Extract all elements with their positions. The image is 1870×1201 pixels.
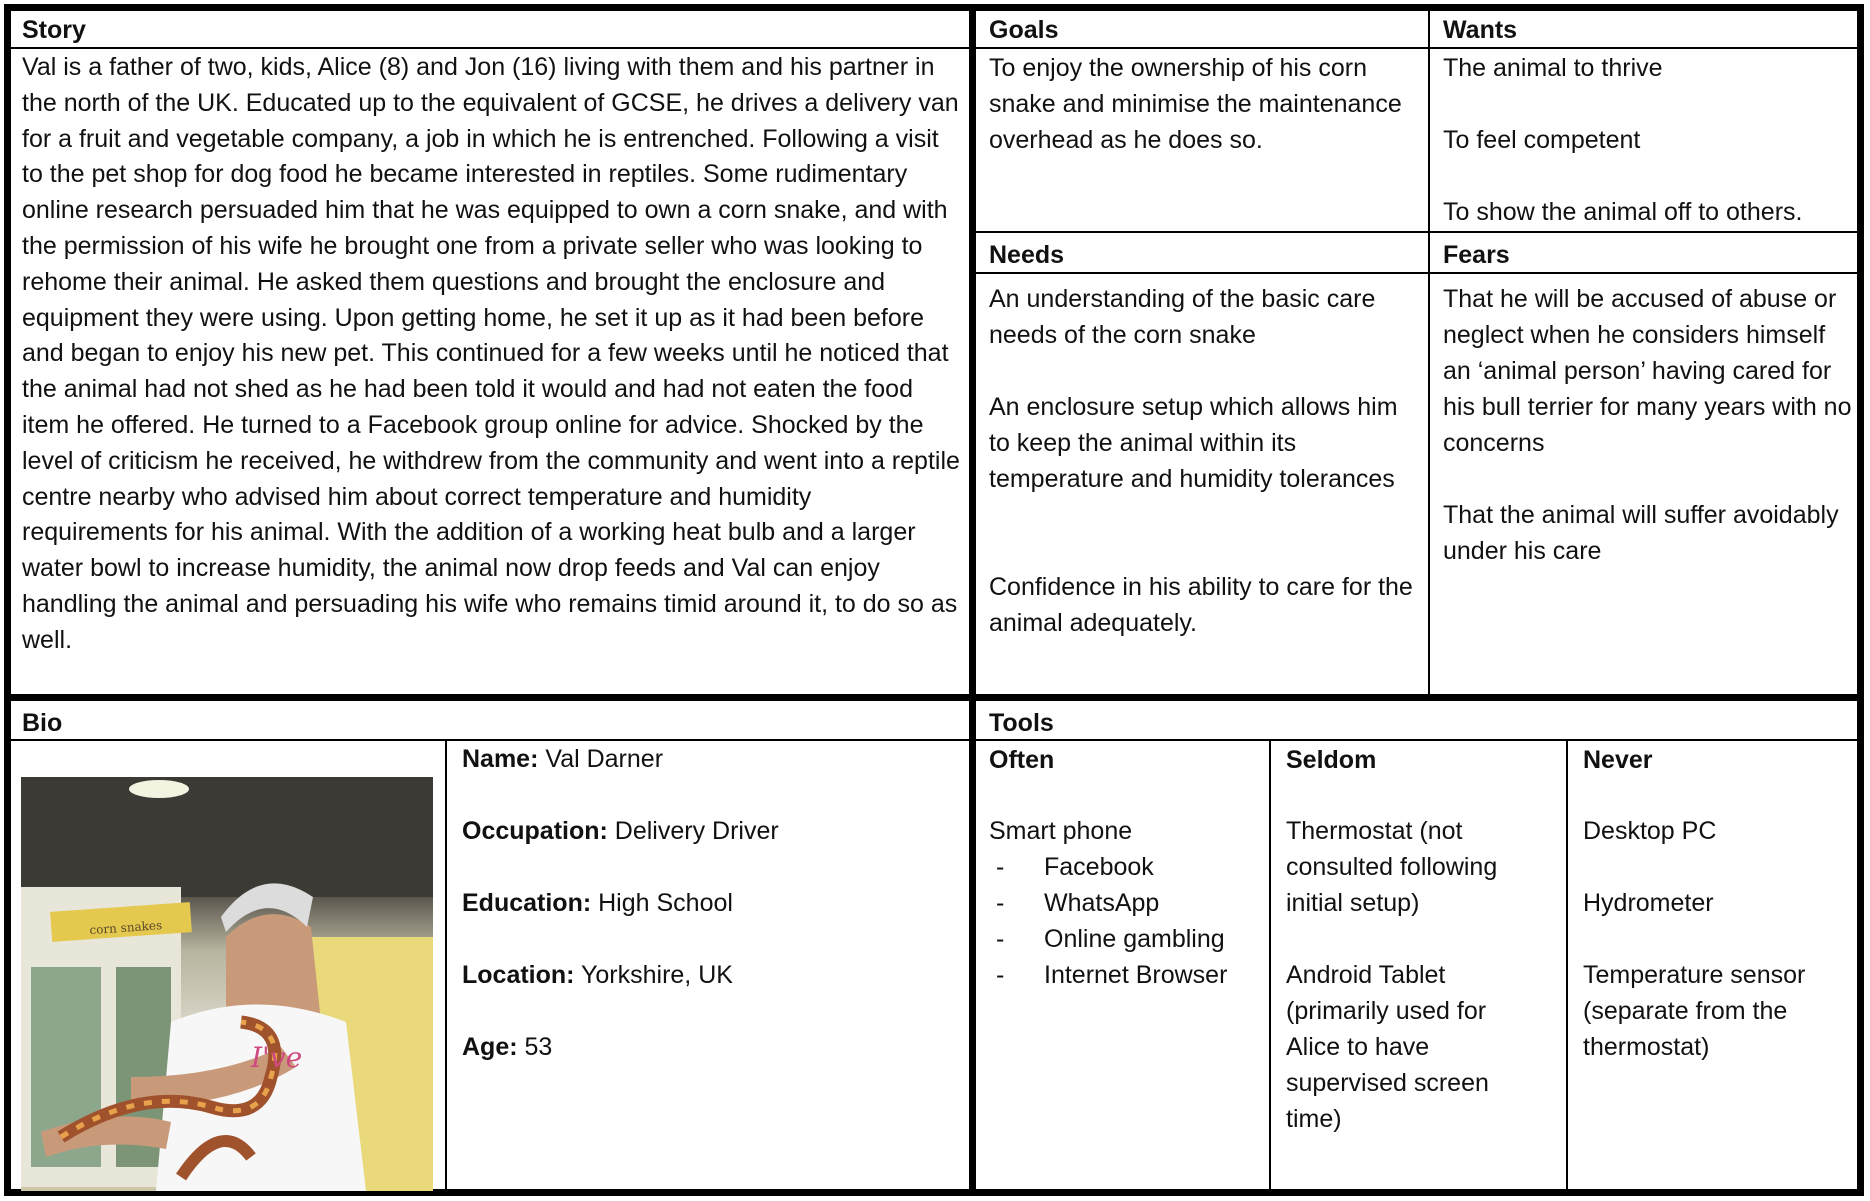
persona-photo-illustration [21,777,433,1191]
bio-name-value: Val Darner [545,745,664,773]
bio-education-value: High School [598,889,733,917]
list-dash: - [996,853,1005,881]
tools-often-sub: WhatsApp [1044,889,1160,917]
bio-heading: Bio [22,709,63,737]
tools-seldom-heading: Seldom [1286,746,1377,774]
bio-age-value: 53 [524,1033,553,1061]
story-text: Val is a father of two, kids, Alice (8) and Jon (16) living with them and his partner in the north of the UK. Educated up to the equivalent of GCSE, he drives a delivery van for a fruit and vegetable company, a job in which he is entrenched. Following a visit to the pet shop for dog food he became interested in reptiles. Some rudimentary online research persuaded him that he was equipped to own a corn snake, and with the permission of his wife he brought one from a private seller who was looking to rehome their animal. He asked them questions and brought the enclosure and equipment they were using. Upon getting home, he set it up as it had been before and began to enjoy his new pet. This continued for a few weeks until he noticed that the animal had not shed as he had been told it would and had not eaten the food item he offered. He turned to a Facebook group online for advice. Shocked by the level of criticism he received, he withdrew from the community and went into a reptile centre nearby who advised him about correct temperature and humidity requirements for his animal. With the addition of a working heat bulb and a larger water bowl to increase humidity, the animal now drop feeds and Val can enjoy handling the animal and persuading his wife who remains timid around it, to do so as well. [22,53,960,654]
bio-age-label: Age: [462,1033,518,1061]
tools-seldom-item: Android Tablet (primarily used for Alice to have supervised screen time) [1286,961,1489,1133]
tools-often-sub: Facebook [1044,853,1154,881]
seldom-never-divider [1566,739,1568,1189]
bio-occupation [462,813,779,849]
goals-wants-divider [1428,11,1430,694]
bio-occupation-label: Occupation: [462,817,608,845]
fears-item: That he will be accused of abuse or neglect when he considers himself an ‘animal person’ having cared for his bull terrier for many years with no concerns [1443,285,1852,457]
wants-item: To feel competent [1443,126,1641,154]
photo-shirt-text: I've [251,1041,303,1074]
tools-seldom-item: Thermostat (not consulted following initial setup) [1286,817,1498,917]
persona-photo [21,777,433,1191]
wants-heading: Wants [1443,16,1518,44]
goals-heading: Goals [989,16,1059,44]
tools-heading: Tools [989,709,1054,737]
needs-heading: Needs [989,241,1065,269]
photo-sign-text: corn snakes [89,918,163,938]
list-dash: - [996,889,1005,917]
tools-often-sub: Online gambling [1044,925,1225,953]
often-seldom-divider [1269,739,1271,1189]
bio-photo-divider [445,739,447,1189]
bio-location-label: Location: [462,961,575,989]
list-dash: - [996,961,1005,989]
tools-never-item: Temperature sensor (separate from the thermostat) [1583,961,1806,1061]
bio-name [462,741,663,777]
list-dash: - [996,925,1005,953]
story-header-rule [11,47,969,49]
tools-often-main: Smart phone [989,817,1133,845]
needs-item: Confidence in his ability to care for the animal adequately. [989,573,1413,637]
fears-item: That the animal will suffer avoidably under his care [1443,501,1839,565]
needs-top-rule [976,231,1857,233]
bio-education [462,885,733,921]
wants-item: To show the animal off to others. [1443,198,1803,226]
bio-name-label: Name: [462,745,539,773]
needs-item: An enclosure setup which allows him to keep the animal within its temperature and humidity tolerances [989,393,1398,493]
tools-never-item: Hydrometer [1583,889,1714,917]
tools-often-sub: Internet Browser [1044,961,1228,989]
tools-never-heading: Never [1583,746,1653,774]
goals-text: To enjoy the ownership of his corn snake and minimise the maintenance overhead as he does so. [989,54,1402,154]
bio-occupation-value: Delivery Driver [614,817,779,845]
tools-never-item: Desktop PC [1583,817,1717,845]
needs-item: An understanding of the basic care needs of the corn snake [989,285,1376,349]
bio-location [462,957,733,993]
goals-header-rule [976,47,1857,49]
bio-location-value: Yorkshire, UK [581,961,733,989]
tools-header-rule [976,739,1857,741]
fears-heading: Fears [1443,241,1510,269]
tools-often-heading: Often [989,746,1055,774]
row-divider [4,694,1864,701]
bio-education-label: Education: [462,889,592,917]
bio-age [462,1029,552,1065]
wants-item: The animal to thrive [1443,54,1663,82]
story-heading: Story [22,16,86,44]
needs-header-rule [976,272,1857,274]
column-divider [969,4,976,1196]
